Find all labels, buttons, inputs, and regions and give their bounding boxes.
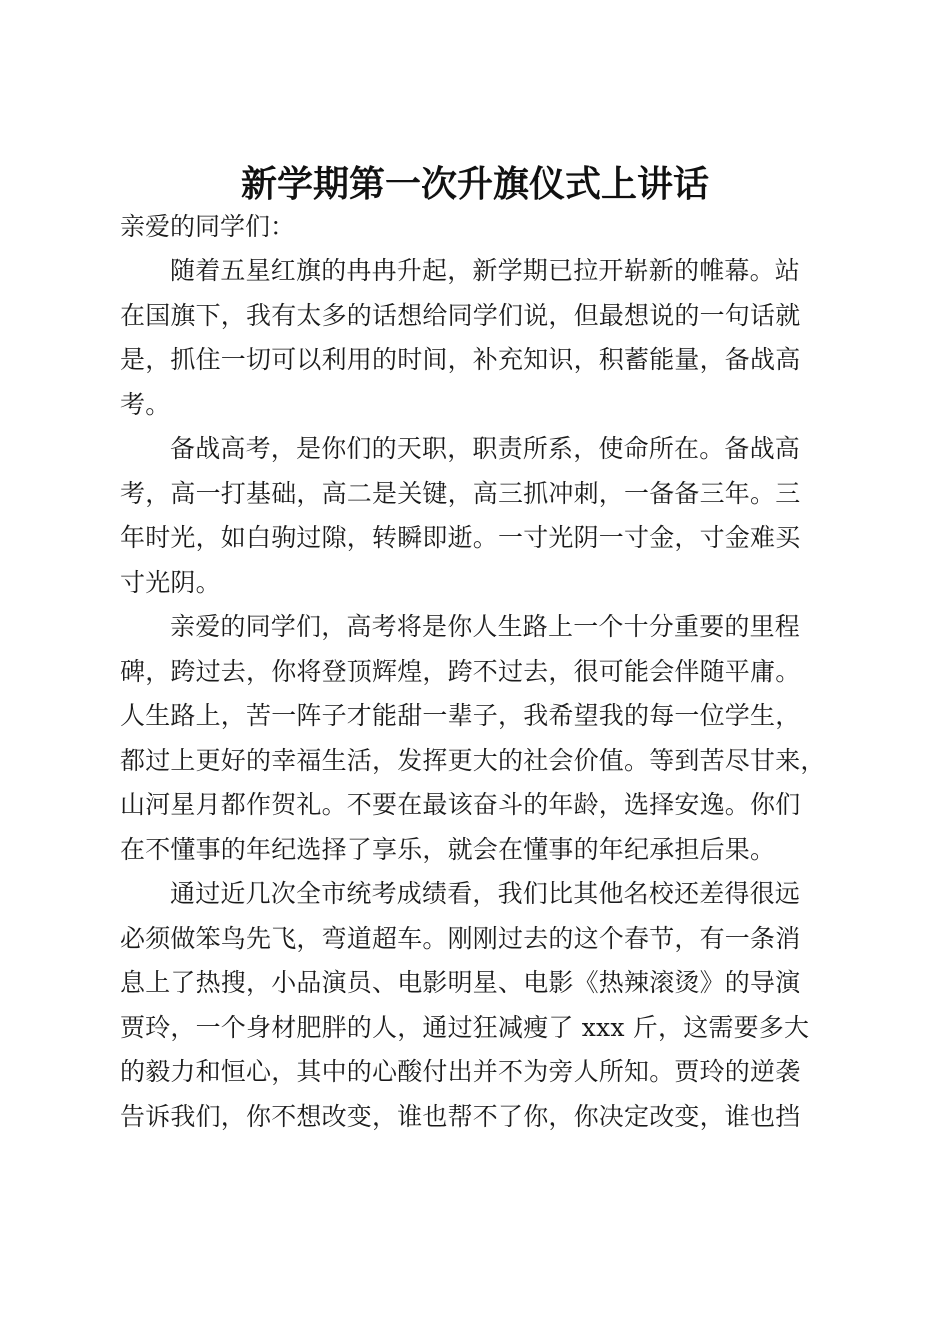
paragraph-line: 的毅力和恒心，其中的心酸付出并不为旁人所知。贾玲的逆袭 <box>120 1057 801 1086</box>
paragraph-line: 年时光，如白驹过隙，转瞬即逝。一寸光阴一寸金，寸金难买 <box>120 523 801 552</box>
paragraph-line: 在不懂事的年纪选择了享乐，就会在懂事的年纪承担后果。 <box>120 834 776 864</box>
paragraph-line: 在国旗下，我有太多的话想给同学们说，但最想说的一句话就 <box>120 300 801 330</box>
paragraph-line: 备战高考，是你们的天职，职责所系，使命所在。备战高 <box>170 434 801 463</box>
paragraph-line: 山河星月都作贺礼。不要在最该奋斗的年龄，选择安逸。你们 <box>120 790 801 819</box>
paragraph-line: 贾玲，一个身材肥胖的人，通过狂减瘦了 xxx 斤，这需要多大 <box>120 1012 810 1042</box>
salutation: 亲爱的同学们： <box>120 212 296 241</box>
document-body <box>120 205 835 1139</box>
document-title: 新学期第一次升旗仪式上讲话 <box>240 163 709 206</box>
paragraph <box>120 605 835 872</box>
paragraph-line: 人生路上，苦一阵子才能甜一辈子，我希望我的每一位学生， <box>120 701 801 730</box>
paragraph-line: 告诉我们，你不想改变，谁也帮不了你，你决定改变，谁也挡 <box>120 1101 801 1131</box>
paragraph-line: 考，高一打基础，高二是关键，高三抓冲刺，一备备三年。三 <box>120 478 801 508</box>
paragraph-line: 碑，跨过去，你将登顶辉煌，跨不过去，很可能会伴随平庸。 <box>120 656 801 686</box>
paragraph-line: 都过上更好的幸福生活，发挥更大的社会价值。等到苦尽甘来， <box>120 745 826 775</box>
paragraph-line: 寸光阴。 <box>120 567 221 597</box>
paragraph-line: 考。 <box>120 389 171 419</box>
paragraph <box>120 249 835 427</box>
paragraph-line: 亲爱的同学们，高考将是你人生路上一个十分重要的里程 <box>170 612 801 641</box>
paragraph-line: 息上了热搜，小品演员、电影明星、电影《热辣滚烫》的导演 <box>120 968 801 997</box>
paragraph-line: 必须做笨鸟先飞，弯道超车。刚刚过去的这个春节，有一条消 <box>120 923 801 953</box>
paragraph <box>120 872 835 1139</box>
paragraph-line: 通过近几次全市统考成绩看，我们比其他名校还差得很远 <box>170 879 801 908</box>
paragraph-line: 随着五星红旗的冉冉升起，新学期已拉开崭新的帷幕。站 <box>170 256 801 285</box>
paragraph-line: 是，抓住一切可以利用的时间，补充知识，积蓄能量，备战高 <box>120 345 801 374</box>
paragraph <box>120 427 835 605</box>
